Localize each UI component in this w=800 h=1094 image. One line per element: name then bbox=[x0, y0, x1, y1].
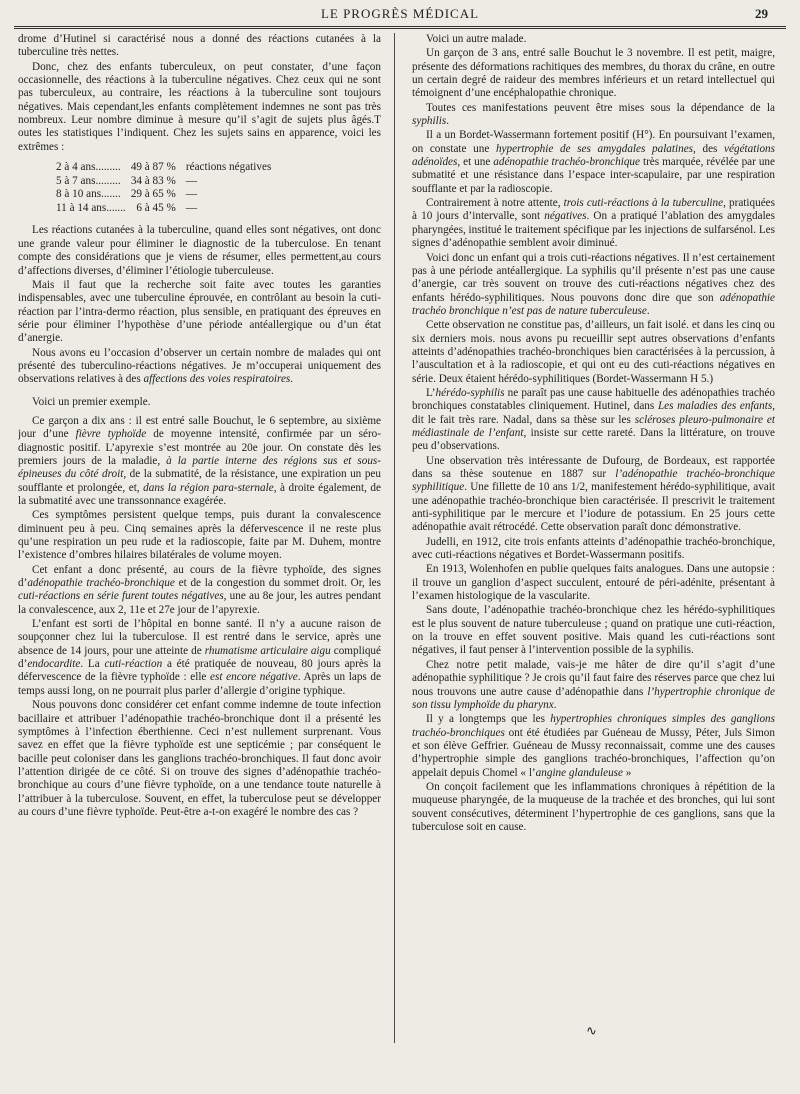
paragraph: Voici un premier exemple. bbox=[32, 395, 151, 408]
paragraph: Voici un autre malade. bbox=[426, 33, 527, 45]
right-column bbox=[412, 33, 775, 1081]
table-row bbox=[56, 188, 276, 202]
label-cell: — bbox=[185, 201, 198, 214]
paragraph: Judelli, en 1912, cite trois enfants atteints d’adénopathie trachéo-bronchique, avec cuti-réactions négatives et Bordet-Wassermann positifs. bbox=[412, 535, 775, 562]
emphasis: rhumatisme articulaire aigu bbox=[204, 644, 331, 657]
journal-title: LE PROGRÈS MÉDICAL bbox=[320, 6, 480, 21]
paragraph: Sans doute, l’adénopathie trachéo-bronchique chez les hérédo-syphilitiques est le plus souvent de nature tuberculeuse ; quand on pratique une cuti-réaction, on la trouve en effet souvent positive. Mais quand les cuti-réactions sont négatives, il faut penser à l’intervention possible de la syphilis. bbox=[412, 604, 775, 657]
table-row bbox=[56, 202, 276, 216]
percentage-cell: 6 à 45 % bbox=[136, 201, 176, 214]
emphasis: hypertrophies chroniques simples des ganglions trachéo-bronchiques bbox=[412, 713, 775, 739]
paragraph: Il y a longtemps que les hypertrophies chroniques simples des ganglions trachéo-bronchiques ont été étudiées par Guéneau de Mussy, Péter, Juls Simon et son élève Geffrier. Guéneau de Mussy reconnaissait, comme une des causes d’hypertrophie simple des ganglions trachéo-bronchiques, l’affection qu’on appelait depuis Chomel « l’angine glanduleuse » bbox=[412, 713, 775, 779]
emphasis: endocardite bbox=[27, 658, 81, 671]
column-divider bbox=[394, 33, 395, 1043]
paragraph: Contrairement à notre attente, trois cuti-réactions à la tuberculine, pratiquées à 10 jours d’intervalle, sont négatives. On a pratiqué l’ablation des amygdales pharyngées, institué le traitement spécifique par les injections de sulfarsénol. Les signes d’adénopathie semblent avoir diminué. bbox=[412, 197, 775, 250]
emphasis: hérédo-syphilis bbox=[435, 386, 505, 399]
emphasis: fièvre typhoïde bbox=[75, 428, 147, 441]
running-header bbox=[14, 6, 786, 29]
emphasis: adénopathie trachéo-bronchique bbox=[27, 577, 175, 590]
statistics-table bbox=[56, 161, 276, 215]
age-cell: 5 à 7 ans......... bbox=[56, 174, 121, 187]
emphasis: Les maladies des enfants bbox=[657, 400, 773, 413]
percentage-cell: 34 à 83 % bbox=[130, 174, 176, 187]
paragraph: Nous pouvons donc considérer cet enfant comme indemne de toute infection bacillaire et attribuer l’adénopathie trachéo-bronchique dont il a présenté les symptômes à l’infection éberthienne. Ceci n’est nullement surprenant. Vous savez en effet que la fièvre typhoïde est une septicémie ; par conséquent le bacille peut coloniser dans les ganglions trachéo-bronchiques. Il faut donc avoir l’attention dirigée de ce côté. Si on trouve des signes d’adénopathie trachéo-bronchique au cours d’une fièvre typhoïde, on a une tendance toute naturelle à l’attribuer à la tuberculose. Souvent, en effet, la tuberculose peut se développer au cours d’une fièvre typhoïde. Peut-être a-t-on exagéré le nombre des cas ? bbox=[18, 699, 381, 818]
paragraph: Toutes ces manifestations peuvent être mises sous la dépendance de la syphilis. bbox=[412, 101, 775, 128]
table-row bbox=[56, 175, 276, 189]
percentage-cell: 49 à 87 % bbox=[130, 161, 176, 174]
emphasis: cuti-réactions en série furent toutes négatives bbox=[18, 590, 224, 603]
emphasis: adénopathie trachéo bronchique n’est pas de nature tuberculeuse bbox=[412, 291, 775, 317]
left-column bbox=[18, 33, 381, 1081]
label-cell: — bbox=[185, 174, 198, 187]
emphasis: adénopathie trachéo-bronchique bbox=[493, 156, 640, 169]
emphasis: à la partie interne des régions sus et sous-épineuses du côté droit bbox=[18, 454, 381, 481]
emphasis: trois cuti-réactions à la tuberculine bbox=[563, 197, 724, 210]
paragraph: Chez notre petit malade, vais-je me hâter de dire qu’il s’agit d’une adénopathie syphilitique ? Je crois qu’il faut faire des réserves parce que chez lui nous trouvons une autre cause d’adénopathie dans l’hypertrophie chronique de son tissu lymphoïde du pharynx. bbox=[412, 658, 775, 711]
paragraph: En 1913, Wolenhofen en publie quelques faits analogues. Dans une autopsie : il trouve un ganglion d’aspect succulent, entouré de péri-adénite, présentant à l’examen histologique de la vascularite. bbox=[412, 563, 775, 603]
emphasis: syphilis bbox=[412, 115, 447, 128]
emphasis: angine glanduleuse bbox=[535, 766, 623, 779]
paragraph: drome d’Hutinel si caractérisé nous a donné des réactions cutanées à la tuberculine très nettes. bbox=[18, 33, 381, 59]
paragraph: L’hérédo-syphilis ne paraît pas une cause habituelle des adénopathies trachéo bronchiques constatables cliniquement. Hutinel, dans Les maladies des enfants, dit le fait très rare. Nadal, dans sa thèse sur les scléroses pleuro-pulmonaire et médiastinale de l’enfant, insiste sur cette rareté. Dans la littérature, on trouve peu d’observations. bbox=[412, 386, 775, 453]
paragraph: Voici donc un enfant qui a trois cuti-réactions négatives. Il n’est certainement pas à une période antéallergique. La syphilis qu’il présente n’est pas une cause d’anergie, car très souvent on trouve des cuti-réactions négatives chez des enfants hérédo-syphilitiques. Nous pouvons donc dire que son adénopathie trachéo bronchique n’est pas de nature tuberculeuse. bbox=[412, 251, 775, 317]
percentage-cell: 29 à 65 % bbox=[130, 188, 176, 201]
paragraph: Cet enfant a donc présenté, au cours de la fièvre typhoïde, des signes d’adénopathie trachéo-bronchique et de la congestion du sommet droit. Or, les cuti-réactions en série furent toutes négatives, une au 8e jour, les autres pendant la convalescence, aux 2, 11e et 27e jour de l’apyrexie. bbox=[18, 563, 381, 616]
emphasis: cuti-réaction bbox=[104, 658, 163, 671]
paragraph: Mais il faut que la recherche soit faite avec toutes les garanties indispensables, avec une tuberculine éprouvée, en contrôlant au besoin la cuti-réaction par l’intra-dermo réaction, plus sensible, en pratiquant des épreuves en série pour éliminer l’hypothèse d’une période antéallergique ou d’un état d’anergie. bbox=[18, 278, 381, 345]
emphasis: l’hypertrophie chronique de son tissu lymphoïde du pharynx bbox=[412, 685, 775, 711]
end-ornament: ∿ bbox=[586, 1023, 597, 1038]
emphasis: hypertrophie de ses amygdales palatines bbox=[495, 142, 694, 155]
emphasis: affections des voies respiratoires bbox=[143, 373, 291, 386]
emphasis: scléroses pleuro-pulmonaire et médiastinale de l’enfant bbox=[412, 413, 775, 439]
emphasis: l’adénopathie trachéo-bronchique syphilitique bbox=[412, 468, 775, 494]
paragraph: Nous avons eu l’occasion d’observer un certain nombre de malades qui ont présenté des tuberculino-réactions négatives. Je m’occuperai uniquement des observations relatives à des affections des voies respiratoires. bbox=[18, 346, 381, 386]
paragraph: Il a un Bordet-Wassermann fortement positif (H°). En poursuivant l’examen, on constate une hypertrophie de ses amygdales palatines, des végétations adénoïdes, et une adénopathie trachéo-bronchique très marquée, révélée par une submatité et une résistance dans l’espace inter-scapulaire, par une respiration soufflante et par la radioscopie. bbox=[412, 129, 775, 195]
emphasis: est encore négative bbox=[210, 671, 298, 684]
age-cell: 8 à 10 ans....... bbox=[56, 188, 121, 201]
age-cell: 11 à 14 ans....... bbox=[56, 201, 126, 214]
paragraph: On conçoit facilement que les inflammations chroniques à répétition de la muqueuse pharyngée, de la muqueuse de la trachée et des bronches, qui lui sont souvent consécutives, déterminent l’hypertrophie de ces ganglions, sans que la tuberculose soit en cause. bbox=[412, 780, 775, 833]
emphasis: dans la région para-sternale bbox=[143, 481, 274, 494]
paragraph: L’enfant est sorti de l’hôpital en bonne santé. Il n’y a aucune raison de soupçonner chez lui la tuberculose. Il est rentré dans le service, après une absence de 14 jours, pour une atteinte de rhumatisme articulaire aigu compliqué d’endocardite. La cuti-réaction a été pratiquée de nouveau, 80 jours après la défervescence de la fièvre typhoïde : elle est encore négative. Après un laps de temps aussi long, on ne pourrait plus parler d’allergie d’origine typhique. bbox=[18, 618, 381, 697]
paragraph: Cette observation ne constitue pas, d’ailleurs, un fait isolé. et dans les cinq ou six derniers mois. nous avons pu recueillir sept autres observations d’enfants atteints d’adénopathies trachéo-bronchiques bien caractérisées à la percussion, à l’auscultation et à la radioscopie, et qui ont eu des cuti-réactions négatives en série. Deux étaient hérédo-syphilitiques (Bordet-Wassermann H 5.) bbox=[412, 319, 775, 385]
label-cell: réactions négatives bbox=[185, 161, 272, 174]
paragraph: Ces symptômes persistent quelque temps, puis durant la convalescence diminuent peu à peu. Cinq semaines après la défervescence il ne reste plus qu’une respiration un peu rude et la radioscopie, faite par M. Duhem, montre l’existence d’ombres hilaires bilatérales de volume moyen. bbox=[18, 509, 381, 562]
emphasis: végétations adénoïdes bbox=[412, 142, 775, 169]
age-cell: 2 à 4 ans......... bbox=[56, 161, 121, 174]
paragraph: Un garçon de 3 ans, entré salle Bouchut le 3 novembre. Il est petit, maigre, présente des déformations rachitiques des membres, du thorax du crâne, en outre un certain degré de raideur des membres inférieurs et un retard intellectuel qui témoignent d’une encéphalopathie chronique. bbox=[412, 47, 775, 100]
paragraph: Donc, chez des enfants tuberculeux, on peut constater, d’une façon occasionnelle, des réactions à la tuberculine négatives. Chez ceux qui ne sont pas tuberculeux, au contraire, les réactions à la tuberculine sont toujours négatives. Mais cependant,les enfants complètement indemnes ne sont pas très nombreux. Leur nombre diminue à mesure qu’il s’agit de sujets plus âgés.T outes les statistiques l’indiquent. Chez les sujets sains en apparence, voici les extrêmes : bbox=[18, 60, 381, 153]
paragraph: Ce garçon a dix ans : il est entré salle Bouchut, le 6 septembre, au sixième jour d’une fièvre typhoïde de moyenne intensité, confirmée par un séro-diagnostic positif. L’apyrexie s’est montrée au 20e jour. On constate dès les premiers jours de la maladie, à la partie interne des régions sus et sous-épineuses du côté droit, de la submatité, de la résistance, une expiration un peu soufflante et prolongée, et, dans la région para-sternale, à droite également, de la submatité avec une transsonnance exagérée. bbox=[18, 414, 381, 507]
page-number: 29 bbox=[755, 6, 768, 21]
paragraph: Une observation très intéressante de Dufourg, de Bordeaux, est rapportée dans sa thèse soutenue en 1887 sur l’adénopathie trachéo-bronchique syphilitique. Une fillette de 10 ans 1/2, manifestement hérédo-syphilitique, avait une adénopathie trachéo-bronchique bien caractérisée. Il prescrivit le traitement anti-syphilitique par le mercure et l’iodure de potassium. En 25 jours cette adénopathie avait rétrocédé. Cette observation paraît donc démonstrative. bbox=[412, 454, 775, 534]
label-cell: — bbox=[185, 188, 198, 201]
paragraph: Les réactions cutanées à la tuberculine, quand elles sont négatives, ont donc une grande valeur pour éliminer le diagnostic de la tuberculose. En tenant compte des considérations que je viens de résumer, elles permettent,au cours d’affections diverses, d’éliminer l’étiologie tuberculeuse. bbox=[18, 224, 381, 277]
table-row bbox=[56, 161, 276, 175]
emphasis: négatives bbox=[544, 210, 587, 223]
